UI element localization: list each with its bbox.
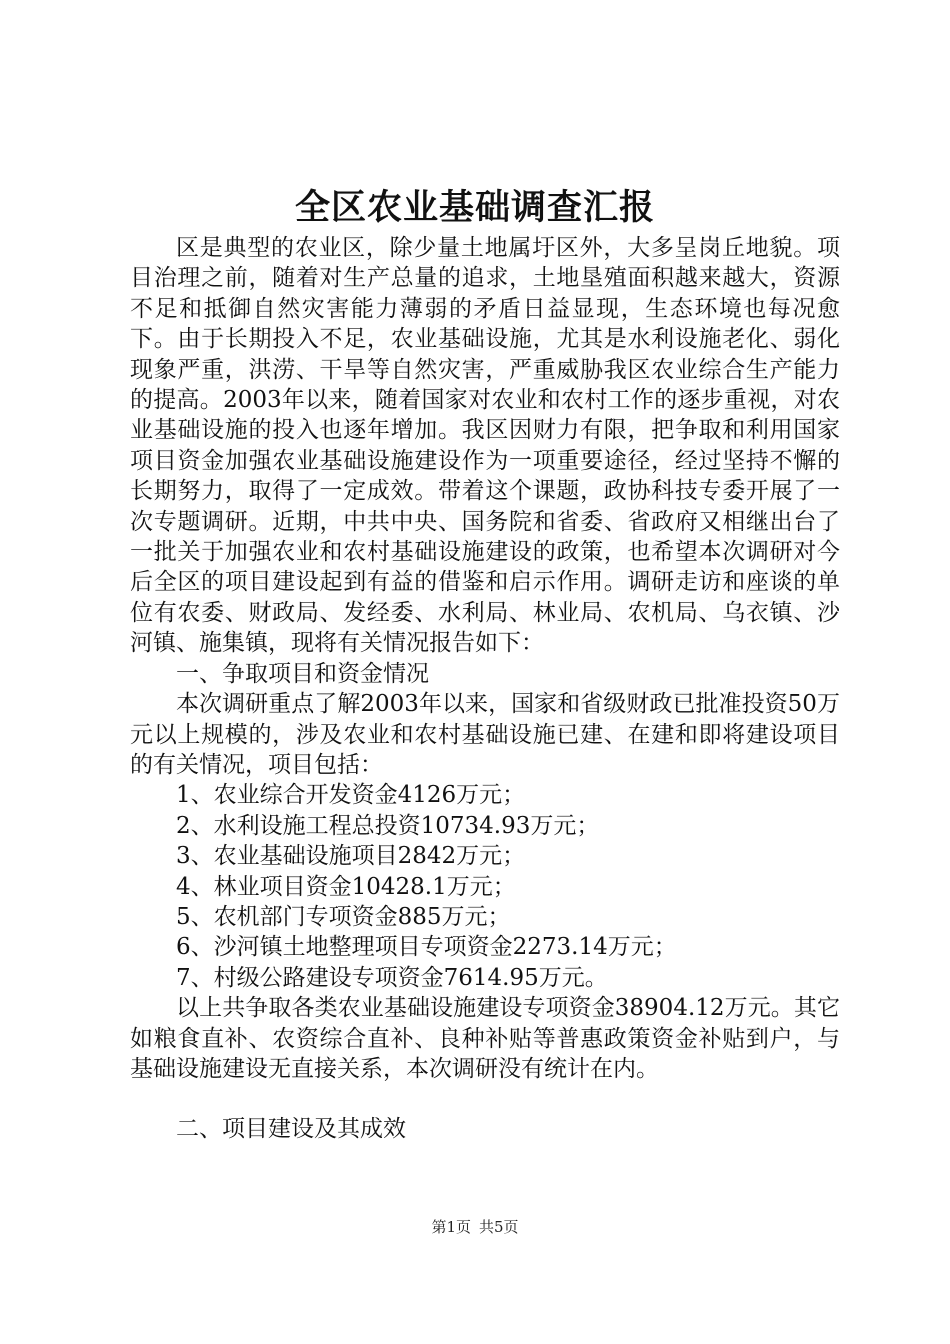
list-item: 3、农业基础设施项目2842万元； [176,843,526,870]
section2-heading: 二、项目建设及其成效 [176,1116,406,1143]
list-item: 1、农业综合开发资金4126万元； [176,782,526,809]
list-item: 7、村级公路建设专项资金7614.95万元。 [176,964,608,991]
page-number: 第1页 [431,1218,471,1236]
summary-paragraph: 以上共争取各类农业基础设施建设专项资金38904.12万元。其它如粮食直补、农资综合直补、良种补贴等普惠政策资金补贴到户，与基础设施建设无直接关系，本次调研没有统计在内。 [130,995,840,1082]
section1-paragraph: 本次调研重点了解2003年以来，国家和省级财政已批准投资50万元以上规模的，涉及农业和农村基础设施已建、在建和即将建设项目的有关情况，项目包括： [130,691,840,778]
section1-heading: 一、争取项目和资金情况 [176,660,429,687]
document-title: 全区农业基础调查汇报 [294,187,655,228]
list-item: 5、农机部门专项资金885万元； [176,903,511,930]
document-body [130,233,840,1145]
list-item: 4、林业项目资金10428.1万元； [176,873,516,900]
list-item: 6、沙河镇土地整理项目专项资金2273.14万元； [176,934,677,961]
list-item: 2、水利设施工程总投资10734.93万元； [176,812,600,839]
page-footer [0,1216,950,1237]
page-total: 共5页 [479,1218,519,1236]
intro-paragraph: 区是典型的农业区，除少量土地属圩区外，大多呈岗丘地貌。项目治理之前，随着对生产总量的追求，土地垦殖面积越来越大，资源不足和抵御自然灾害能力薄弱的矛盾日益显现，生态环境也每况愈下。由于长期投入不足，农业基础设施，尤其是水利设施老化、弱化现象严重，洪涝、干旱等自然灾害，严重威胁我区农业综合生产能力的提高。2003年以来，随着国家对农业和农村工作的逐步重视，对农业基础设施的投入也逐年增加。我区因财力有限，把争取和利用国家项目资金加强农业基础设施建设作为一项重要途径，经过坚持不懈的长期努力，取得了一定成效。带着这个课题，政协科技专委开展了一次专题调研。近期，中共中央、国务院和省委、省政府又相继出台了一批关于加强农业和农村基础设施建设的政策，也希望本次调研对今后全区的项目建设起到有益的借鉴和启示作用。调研走访和座谈的单位有农委、财政局、发经委、水利局、林业局、农机局、乌衣镇、沙河镇、施集镇，现将有关情况报告如下： [130,235,840,657]
